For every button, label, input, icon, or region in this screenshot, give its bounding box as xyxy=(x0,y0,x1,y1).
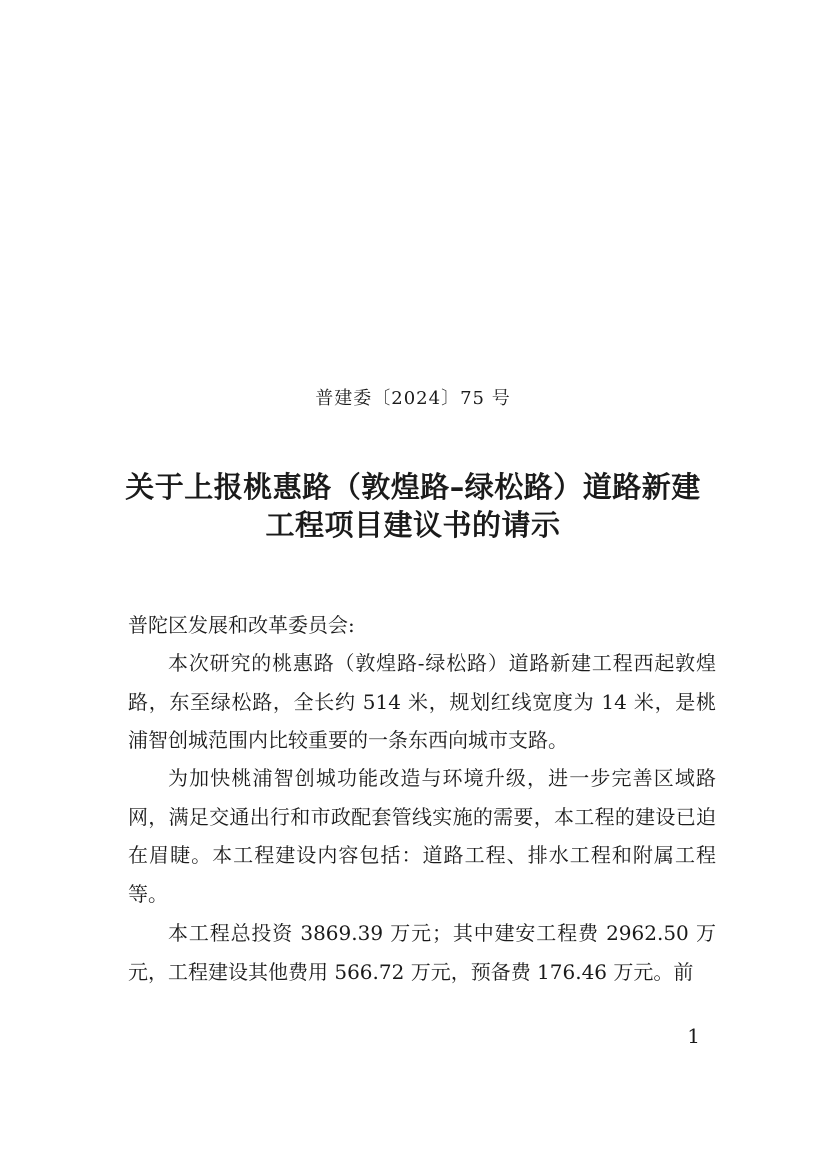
document-title xyxy=(100,468,726,544)
title-line-2: 工程项目建议书的请示 xyxy=(265,508,561,542)
salutation: 普陀区发展和改革委员会: xyxy=(128,613,355,637)
body-paragraph: 本次研究的桃惠路（敦煌路-绿松路）道路新建工程西起敦煌路，东至绿松路，全长约 514 米，规划红线宽度为 14 米，是桃浦智创城范围内比较重要的一条东西向城市支路。 xyxy=(128,651,716,752)
body-paragraph: 为加快桃浦智创城功能改造与环境升级，进一步完善区域路网，满足交通出行和市政配套管线实施的需要，本工程的建设已迫在眉睫。本工程建设内容包括：道路工程、排水工程和附属工程等。 xyxy=(128,766,716,906)
page-number: 1 xyxy=(687,1024,700,1048)
title-line-1: 关于上报桃惠路（敦煌路–绿松路）道路新建 xyxy=(125,470,701,504)
body-paragraph: 本工程总投资 3869.39 万元；其中建安工程费 2962.50 万元，工程建设其他费用 566.72 万元，预备费 176.46 万元。前 xyxy=(128,921,716,984)
document-number: 普建委〔2024〕75 号 xyxy=(315,388,511,409)
